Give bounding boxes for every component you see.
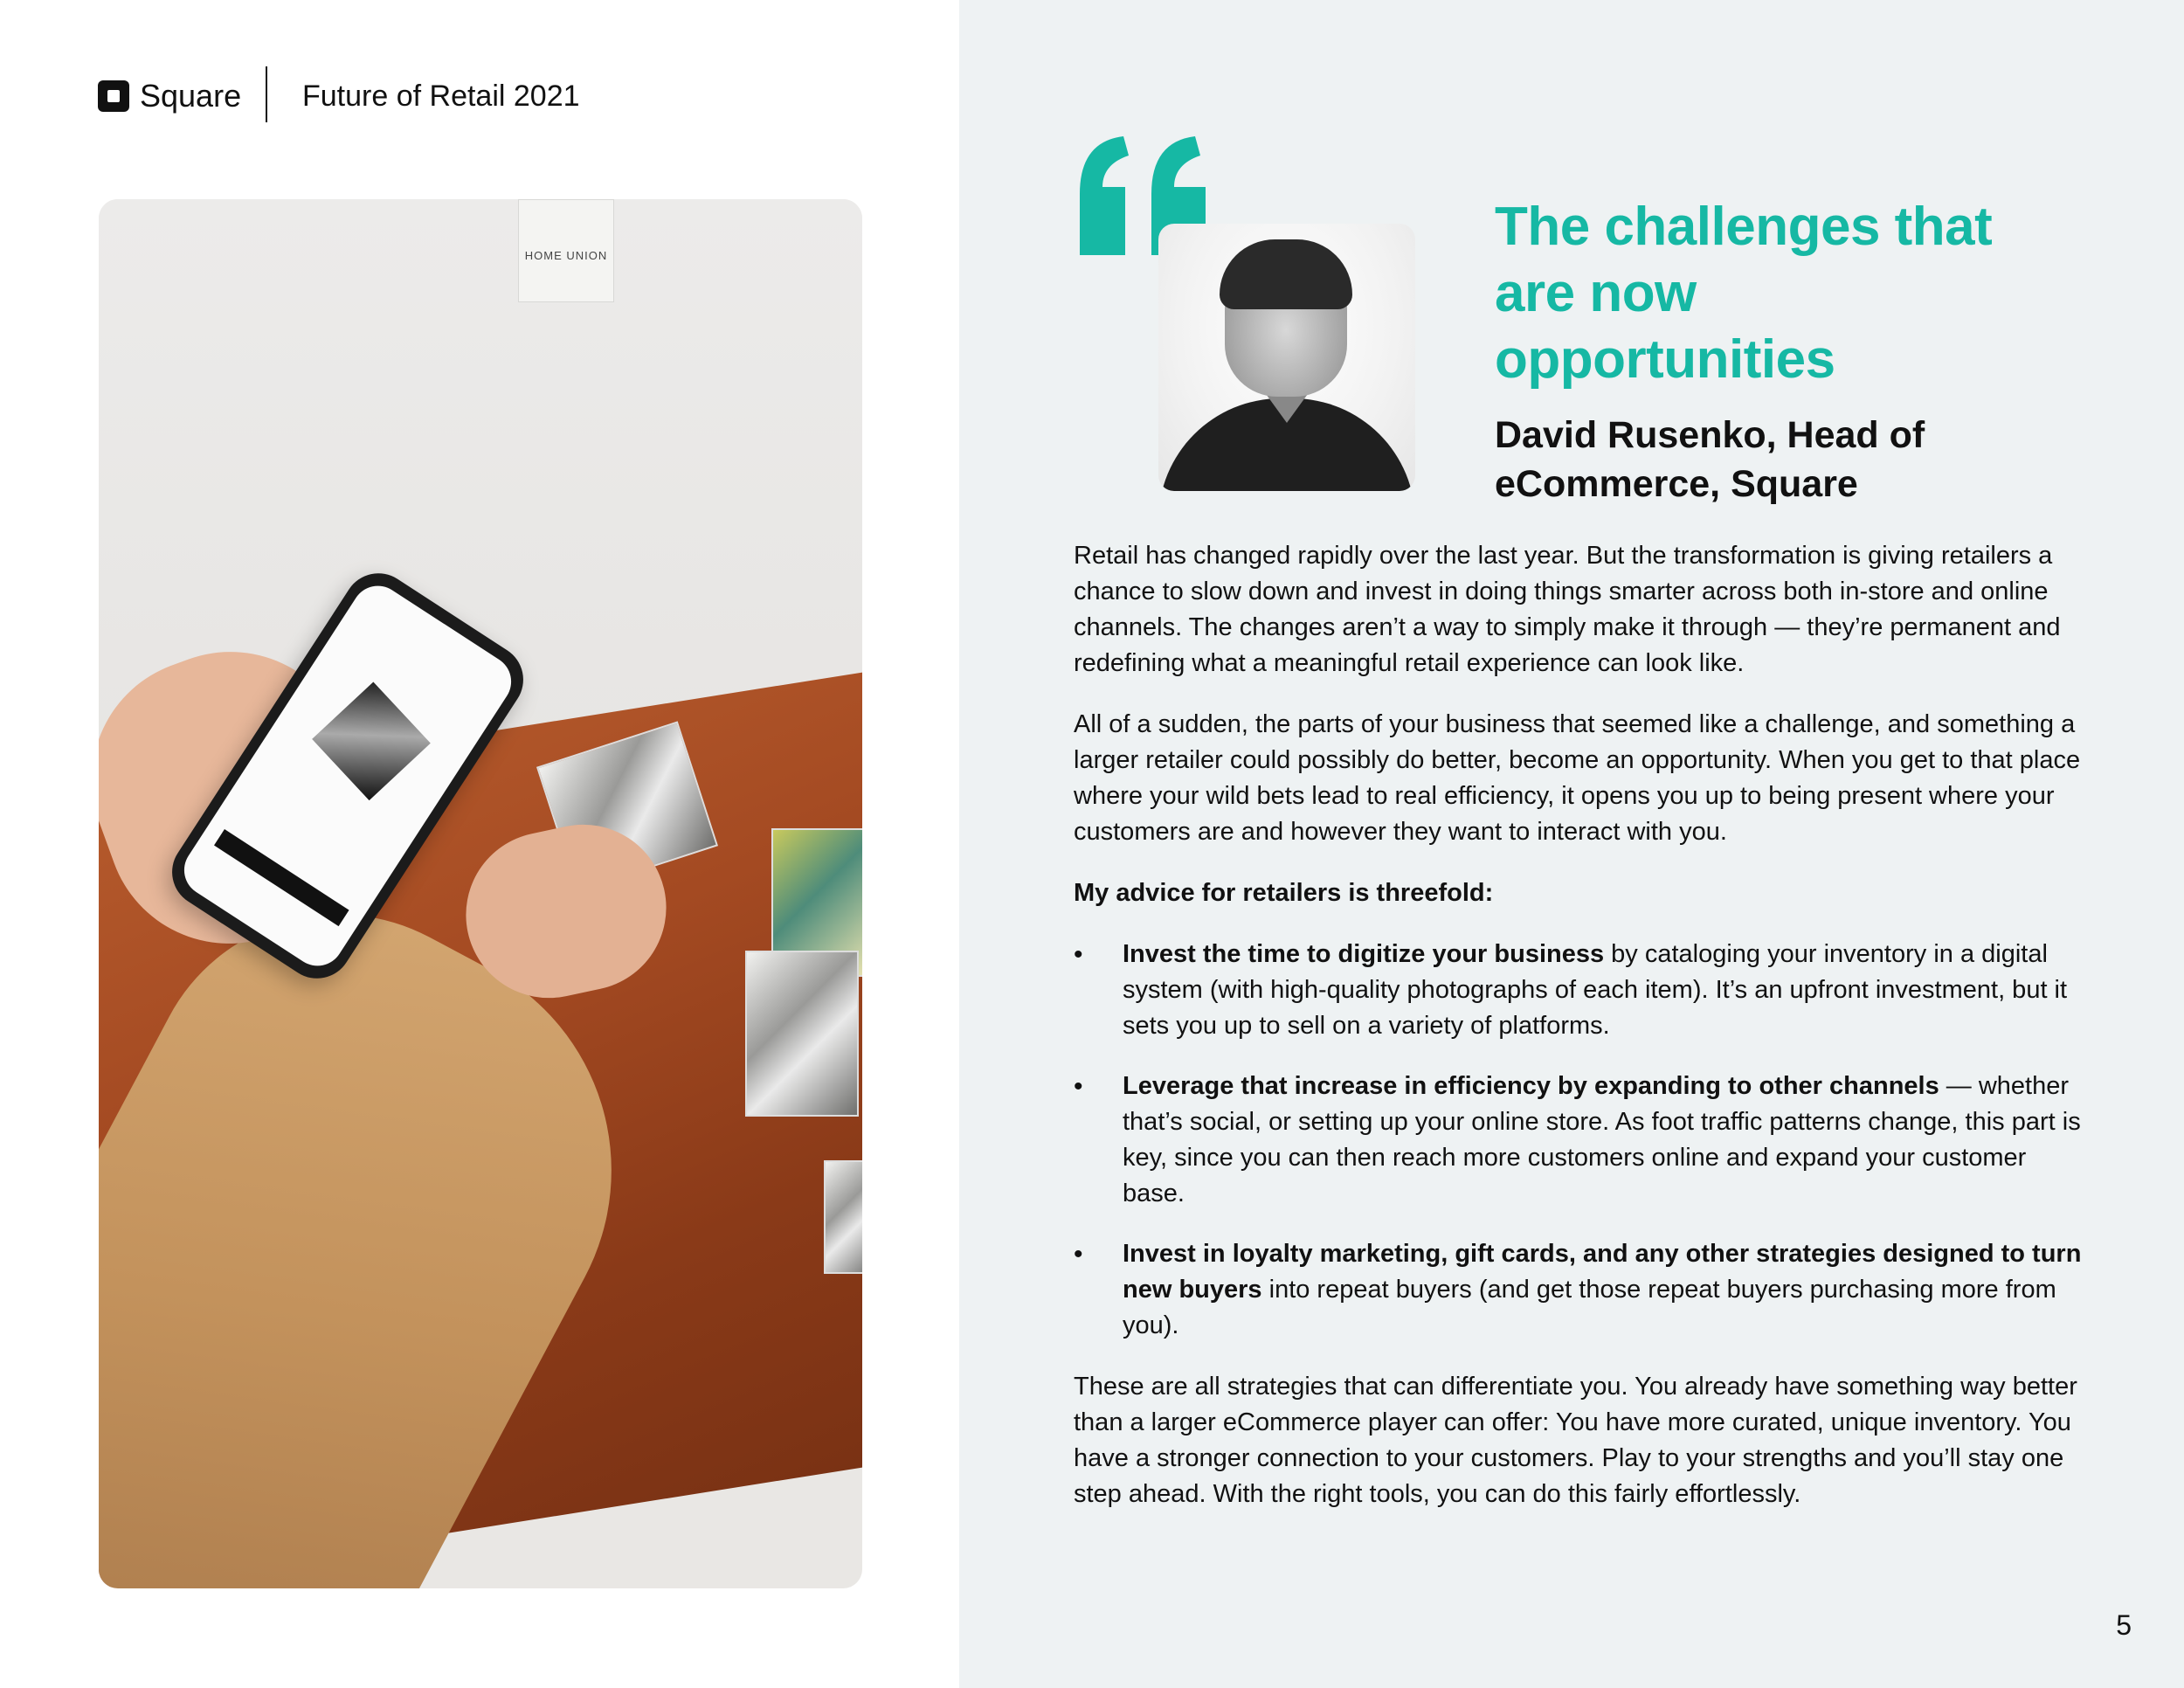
page-number: 5	[2116, 1609, 2132, 1641]
header-divider	[266, 66, 267, 122]
report-title: Future of Retail 2021	[302, 80, 580, 113]
photo-hang-tag	[518, 199, 614, 302]
soap-bar	[745, 951, 859, 1117]
square-logo-icon	[98, 80, 129, 112]
brand-lockup	[98, 77, 241, 115]
phone-product-image	[312, 681, 431, 800]
soap-bar	[824, 1160, 862, 1274]
advice-list	[1074, 937, 2087, 1344]
body-paragraph: Retail has changed rapidly over the last year. But the transformation is giving retailers a chance to slow down and invest in doing things smarter across both in-store and online channels. The changes aren’t a way to simply make it through — they’re permanent and redefining what a meaningful retail experience can look like.	[1074, 542, 2061, 677]
advice-item-bold: Invest the time to digitize your business	[1123, 940, 1605, 968]
advice-item-text: — whether that’s social, or setting up your online store. As foot traffic patterns change, this part is key, since you can then reach more customers online and expand your customer base.	[1123, 1072, 2081, 1207]
advice-item-bold: Leverage that increase in efficiency by expanding to other channels	[1123, 1072, 1939, 1100]
author-byline: David Rusenko, Head of eCommerce, Square	[1495, 414, 1925, 505]
advice-item	[1074, 1069, 2087, 1212]
advice-item-bold: Invest in loyalty marketing, gift cards, and any other strategies designed to turn new buyers	[1123, 1240, 2082, 1304]
body-paragraph: These are all strategies that can differentiate you. You already have something way better than a larger eCommerce player can offer: You have more curated, unique inventory. You have a stronger connection to your customers. Play to your strengths and you’ll stay one step ahead. With the right tools, you can do this fairly effortlessly.	[1074, 1373, 2077, 1508]
advice-item-text: into repeat buyers (and get those repeat buyers purchasing more from you).	[1123, 1276, 2056, 1339]
advice-item	[1074, 937, 2087, 1044]
portrait-hair	[1220, 239, 1352, 309]
retail-photo	[99, 199, 862, 1588]
advice-lead: My advice for retailers is threefold:	[1074, 879, 1494, 907]
phone-add-to-cart-bar	[214, 829, 349, 926]
article-body	[1074, 538, 2087, 1538]
author-portrait	[1158, 224, 1415, 491]
hang-tag-text: HOME UNION	[524, 249, 608, 262]
body-paragraph: All of a sudden, the parts of your business that seemed like a challenge, and something a larger retailer could possibly do better, become an opportunity. When you get to that place where your wild bets lead to real efficiency, it opens you up to being present where your customers are and however they want to interact with you.	[1074, 710, 2081, 846]
advice-item-text: by cataloging your inventory in a digital system (with high-quality photographs of each item). It’s an upfront investment, but it sets you up to sell on a variety of platforms.	[1123, 940, 2068, 1040]
left-panel	[0, 0, 959, 1688]
brand-name: Square	[140, 78, 242, 114]
article-headline: The challenges that are now opportunities	[1495, 197, 1993, 390]
advice-item	[1074, 1236, 2087, 1344]
